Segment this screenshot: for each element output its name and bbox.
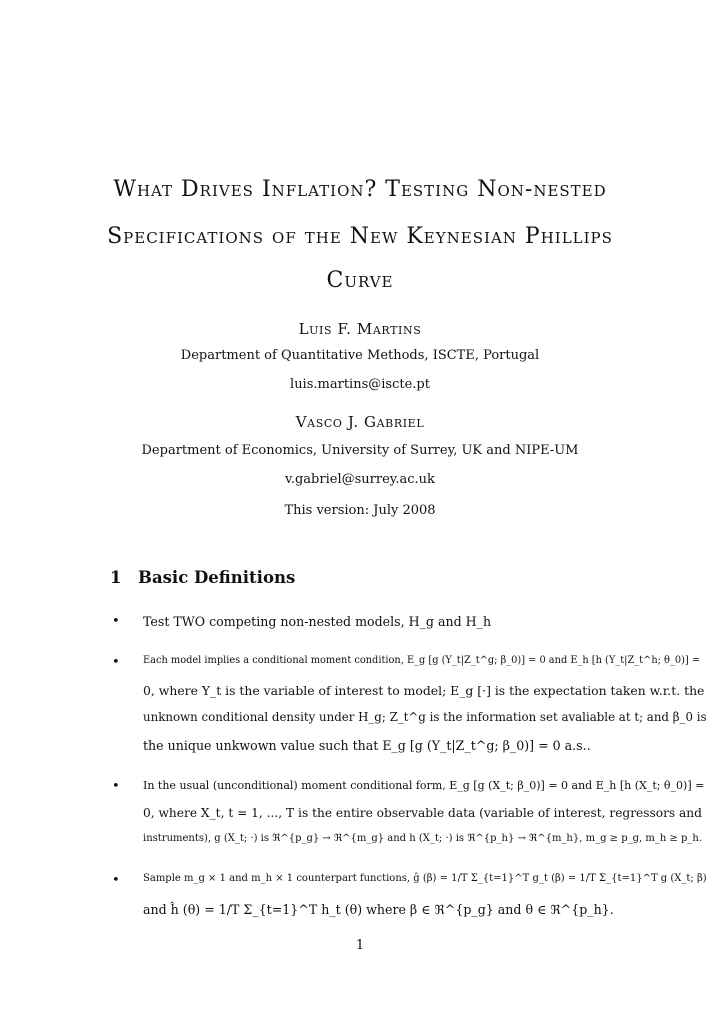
section-heading (110, 568, 295, 587)
bullet-4-line-1: Sample m_g × 1 and m_h × 1 counterpart functions, ĝ (β) = 1/T Σ_{t=1}^T g_t (β) = 1/T Σ_{t=1}^T g (X_t; β) (143, 873, 707, 884)
paper-title-line-1: What Drives Inflation? Testing Non-nested (113, 177, 607, 202)
bullet-2-line-2: 0, where Y_t is the variable of interest to model; E_g [·] is the expectation taken w.r.t. the (143, 683, 705, 698)
bullet-3-line-2: 0, where X_t, t = 1, ..., T is the entire observable data (variable of interest, regressors and (143, 806, 702, 820)
bullet-2-line-1: Each model implies a conditional moment condition, E_g [g (Y_t|Z_t^g; β_0)] = 0 and E_h [h (Y_t|Z_t^h; θ_0)] = (143, 655, 701, 666)
paper-title-line-3: Curve (326, 268, 394, 293)
bullet-icon: • (112, 873, 120, 888)
page-number: 1 (355, 938, 365, 953)
author-email-1: luis.martins@iscte.pt (290, 377, 430, 392)
author-email-2: v.gabriel@surrey.ac.uk (285, 472, 435, 487)
bullet-3-line-1: In the usual (unconditional) moment conditional form, E_g [g (X_t; β_0)] = 0 and E_h [h (X_t; θ_0)] = (143, 779, 705, 792)
author-affiliation-2: Department of Economics, University of Surrey, UK and NIPE-UM (141, 443, 579, 458)
version-note: This version: July 2008 (284, 503, 436, 518)
bullet-2-line-3: unknown conditional density under H_g; Z_t^g is the information set avaliable at t; and β_0 is (143, 710, 707, 724)
paper-title-line-2: Specifications of the New Keynesian Phillips (107, 224, 613, 249)
bullet-icon: • (112, 614, 120, 629)
bullet-2-line-4: the unique unkwown value such that E_g [g (Y_t|Z_t^g; β_0)] = 0 a.s.. (143, 738, 591, 753)
author-affiliation-1: Department of Quantitative Methods, ISCTE, Portugal (180, 348, 540, 363)
bullet-icon: • (112, 779, 120, 794)
bullet-3-line-3: instruments), g (X_t; ·) is ℜ^{p_g} → ℜ^{m_g} and h (X_t; ·) is ℜ^{p_h} → ℜ^{m_h}, m_g ≥ p_g, m_h ≥ p_h. (143, 833, 703, 844)
bullet-4-line-2: and ĥ (θ) = 1/T Σ_{t=1}^T h_t (θ) where β ∈ ℜ^{p_g} and θ ∈ ℜ^{p_h}. (143, 902, 614, 917)
bullet-icon: • (112, 655, 120, 670)
author-name-1: Luis F. Martins (298, 320, 422, 338)
author-name-2: Vasco J. Gabriel (295, 413, 425, 431)
section-title: Basic Definitions (138, 568, 296, 587)
bullet-1-line-1: Test TWO competing non-nested models, H_g and H_h (143, 614, 492, 629)
section-number: 1 (110, 568, 122, 587)
